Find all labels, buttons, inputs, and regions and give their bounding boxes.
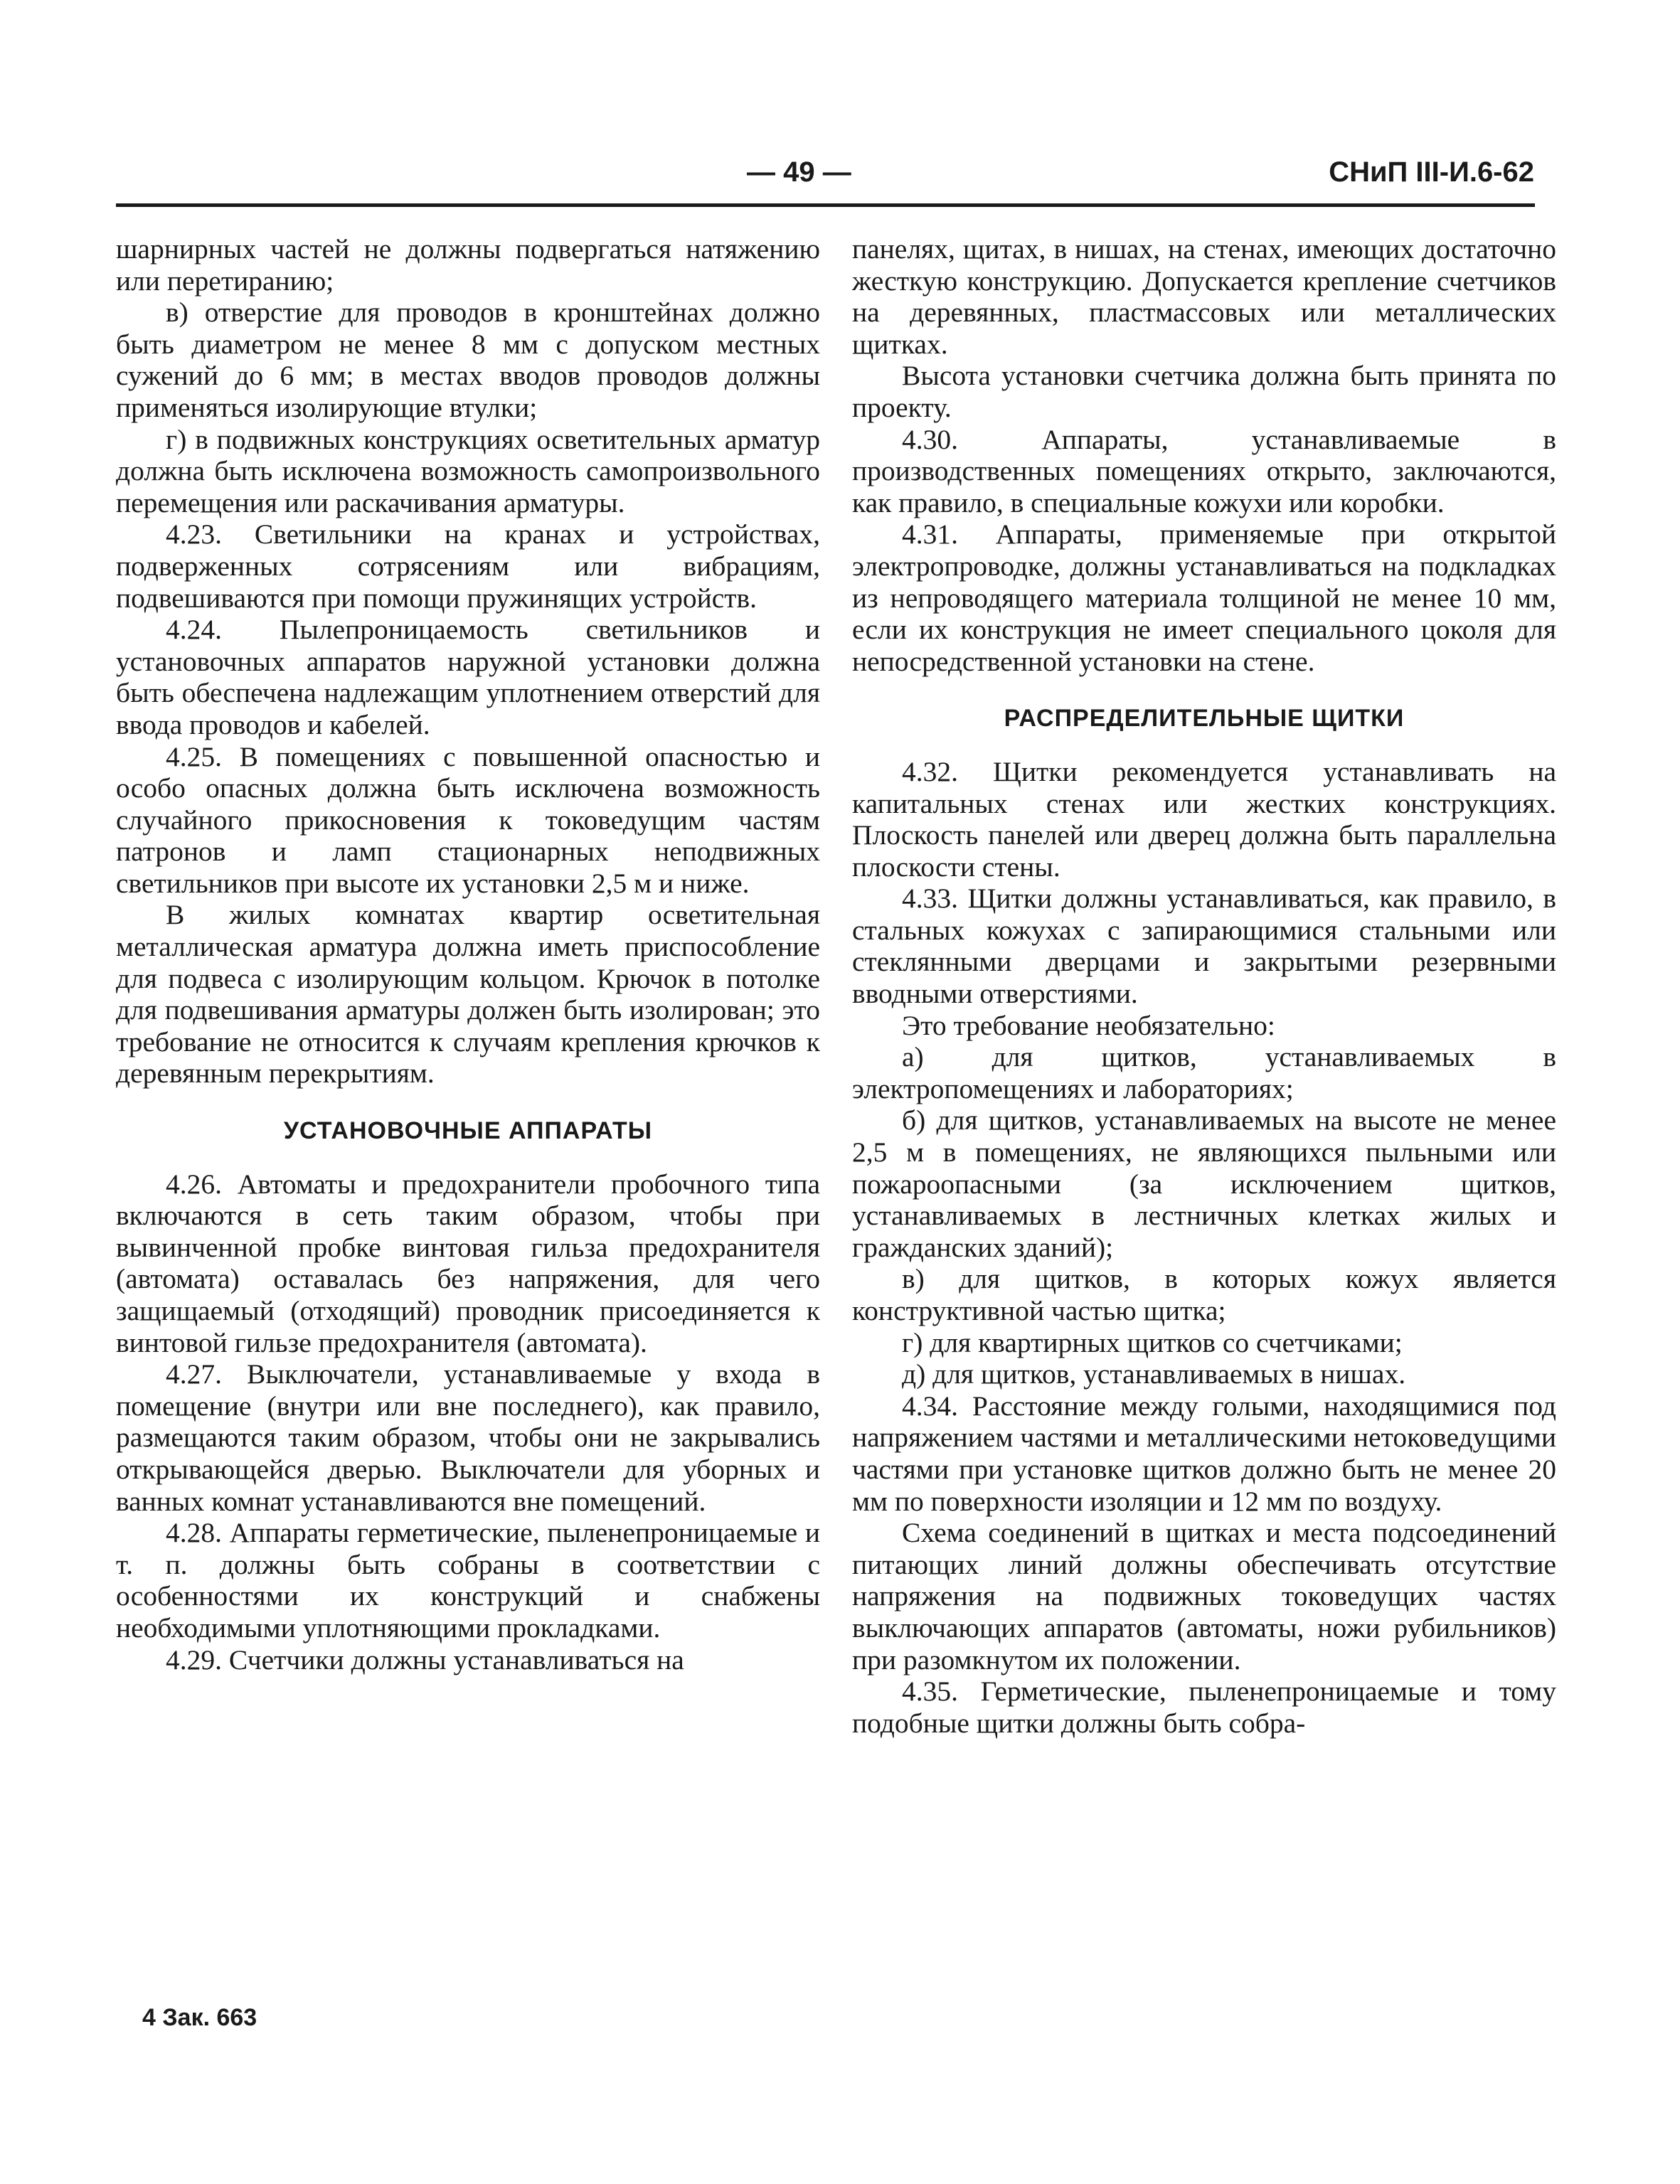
paragraph: 4.34. Расстояние между голыми, находящимися под напряжением частями и металлическими нетоковедущими частями при установке щитков должно быть не менее 20 мм по поверхности изоляции и 12 мм по воздуху.: [852, 1390, 1556, 1517]
paragraph: 4.28. Аппараты герметические, пыленепроницаемые и т. п. должны быть собраны в соответствии с особенностями их конструкций и снабжены необходимыми уплотняющими прокладками.: [116, 1517, 820, 1644]
paragraph: панелях, щитах, в нишах, на стенах, имеющих достаточно жесткую конструкцию. Допускается крепление счетчиков на деревянных, пластмассовых или металлических щитках.: [852, 233, 1556, 360]
paragraph: г) для квартирных щитков со счетчиками;: [902, 1326, 1403, 1358]
paragraph: 4.27. Выключатели, устанавливаемые у входа в помещение (внутри или вне последнего), как правило, размещаются таким образом, чтобы они не закрывались открывающейся дверью. Выключатели для уборных и ванных комнат устанавливаются вне помещений.: [116, 1358, 820, 1517]
paragraph: в) для щитков, в которых кожух является конструктивной частью щитка;: [852, 1263, 1556, 1326]
paragraph: 4.31. Аппараты, применяемые при открытой электропроводке, должны устанавливаться на подкладках из непроводящего материала толщиной не менее 10 мм, если их конструкция не имеет специального цоколя для непосредственной установки на стене.: [852, 518, 1556, 677]
page-header: [0, 156, 1680, 199]
paragraph: г) в подвижных конструкциях осветительных арматур должна быть исключена возможность самопроизвольного перемещения или раскачивания арматуры.: [116, 423, 820, 518]
paragraph: 4.35. Герметические, пыленепроницаемые и тому подобные щитки должны быть собра-: [852, 1676, 1556, 1739]
paragraph: б) для щитков, устанавливаемых на высоте не менее 2,5 м в помещениях, не являющихся пыльными или пожароопасными (за исключением щитков, устанавливаемых в лестничных клетках жилых и гражданских зданий);: [852, 1104, 1556, 1263]
document-code: СНиП III-И.6-62: [1329, 156, 1534, 188]
header-rule: [116, 203, 1535, 207]
paragraph: а) для щитков, устанавливаемых в электропомещениях и лабораториях;: [852, 1041, 1556, 1104]
paragraph: шарнирных частей не должны подвергаться натяжению или перетиранию;: [116, 233, 820, 297]
section-heading: УСТАНОВОЧНЫЕ АППАРАТЫ: [283, 1117, 653, 1145]
paragraph: Это требование необязательно:: [902, 1009, 1275, 1041]
paragraph: 4.26. Автоматы и предохранители пробочного типа включаются в сеть таким образом, чтобы при вывинченной пробке винтовая гильза предохранителя (автомата) оставалась без напряжения, для чего защищаемый (отходящий) проводник присоединяется к винтовой гильзе предохранителя (автомата).: [116, 1168, 820, 1358]
paragraph: в) отверстие для проводов в кронштейнах должно быть диаметром не менее 8 мм с допуском местных сужений до 6 мм; в местах вводов проводов должны применяться изолирующие втулки;: [116, 297, 820, 423]
paragraph: Схема соединений в щитках и места подсоединений питающих линий должны обеспечивать отсутствие напряжения на подвижных токоведущих частях выключающих аппаратов (автоматы, ножи рубильников) при разомкнутом их положении.: [852, 1517, 1556, 1676]
paragraph: 4.25. В помещениях с повышенной опасностью и особо опасных должна быть исключена возможность случайного прикосновения к токоведущим частям патронов и ламп стационарных неподвижных светильников при высоте их установки 2,5 м и ниже.: [116, 740, 820, 899]
printer-signature: 4 Зак. 663: [142, 2004, 257, 2031]
page-number: — 49 —: [747, 156, 851, 188]
paragraph: д) для щитков, устанавливаемых в нишах.: [902, 1358, 1406, 1390]
paragraph: Высота установки счетчика должна быть принята по проекту.: [852, 360, 1556, 423]
paragraph: 4.23. Светильники на кранах и устройствах, подверженных сотрясениям или вибрациям, подвешиваются при помощи пружинящих устройств.: [116, 518, 820, 614]
paragraph: 4.29. Счетчики должны устанавливаться на: [166, 1644, 684, 1676]
paragraph: 4.32. Щитки рекомендуется устанавливать на капитальных стенах или жестких конструкциях. Плоскость панелей или дверец должна быть параллельна плоскости стены.: [852, 755, 1556, 883]
left-column: [116, 233, 820, 1676]
paragraph: 4.33. Щитки должны устанавливаться, как правило, в стальных кожухах с запирающимися стальными или стеклянными дверцами и закрытыми резервными вводными отверстиями.: [852, 883, 1556, 1010]
paragraph: В жилых комнатах квартир осветительная металлическая арматура должна иметь приспособление для подвеса с изолирующим кольцом. Крючок в потолке для подвешивания арматуры должен быть изолирован; это требование не относится к случаям крепления крючков к деревянным перекрытиям.: [116, 899, 820, 1090]
section-heading: РАСПРЕДЕЛИТЕЛЬНЫЕ ЩИТКИ: [1004, 705, 1405, 733]
paragraph: 4.24. Пылепроницаемость светильников и установочных аппаратов наружной установки должна быть обеспечена надлежащим уплотнением отверстий для ввода проводов и кабелей.: [116, 614, 820, 740]
right-column: [852, 233, 1556, 1739]
paragraph: 4.30. Аппараты, устанавливаемые в производственных помещениях открыто, заключаются, как правило, в специальные кожухи или коробки.: [852, 423, 1556, 518]
